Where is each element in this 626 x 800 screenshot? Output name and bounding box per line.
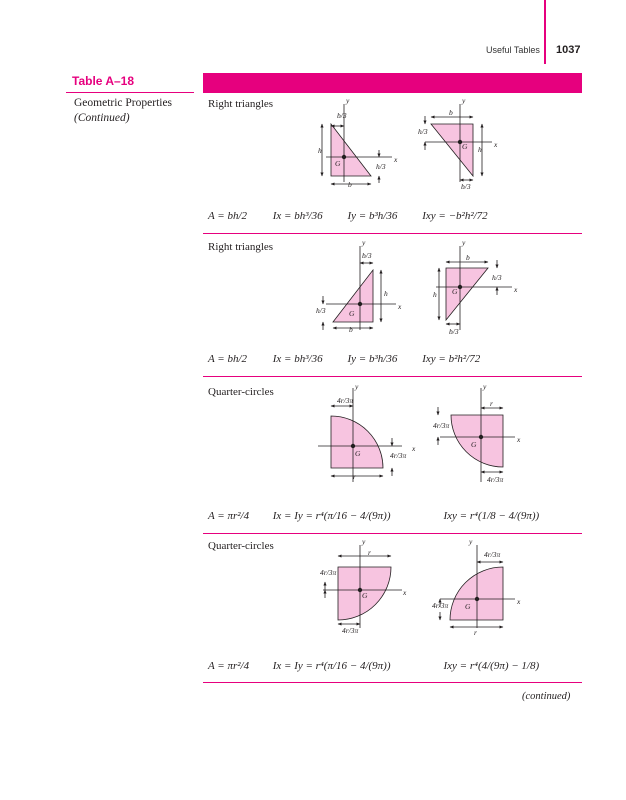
right-triangle-1 (322, 104, 392, 184)
quarter-circle-1 (318, 388, 402, 482)
b-label: b (349, 325, 353, 334)
centroid-label: G (335, 159, 341, 168)
radius-label: r (353, 472, 356, 481)
area-formula: A = πr²/4 (208, 660, 250, 672)
y-axis-label: y (362, 537, 366, 546)
area-formula: A = πr²/4 (208, 510, 250, 522)
ixy-formula: Ixy = r⁴(1/8 − 4/(9π)) (443, 510, 540, 522)
quarter-circle-3 (323, 545, 402, 628)
area-formula: A = bh/2 (208, 353, 247, 365)
centroid-label: G (349, 309, 355, 318)
centroid-offset-label: 4r/3π (390, 451, 407, 460)
right-triangle-2 (425, 104, 492, 182)
ixy-formula: Ixy = r⁴(4/(9π) − 1/8) (443, 660, 540, 672)
x-axis-label: x (394, 155, 398, 164)
centroid-offset-label: 4r/3π (432, 601, 449, 610)
radius-label: r (474, 628, 477, 637)
ixy-formula: Ixy = b²h²/72 (422, 353, 481, 365)
y-axis-label: y (462, 238, 466, 247)
centroid-label: G (362, 591, 368, 600)
centroid-label: G (465, 602, 471, 611)
h-label: h (478, 145, 482, 154)
b-label: b (466, 253, 470, 262)
page-number: 1037 (556, 44, 581, 56)
formula-row (208, 510, 582, 522)
h-third-label: h/3 (418, 127, 428, 136)
b-third-label: b/3 (362, 251, 372, 260)
h-third-label: h/3 (316, 306, 326, 315)
x-axis-label: x (517, 597, 521, 606)
ix-formula: Ix = bh³/36 (272, 353, 323, 365)
iy-formula: Iy = b³h/36 (347, 210, 398, 222)
iy-formula: Iy = b³h/36 (347, 353, 398, 365)
section-title: Right triangles (208, 98, 274, 110)
formula-row (208, 660, 582, 672)
right-triangle-3 (323, 246, 396, 330)
centroid-offset-label: 4r/3π (487, 475, 504, 484)
caption-title: Geometric Properties (74, 97, 173, 109)
centroid-label: G (355, 449, 361, 458)
x-axis-label: x (398, 302, 402, 311)
radius-label: r (490, 399, 493, 408)
x-axis-label: x (514, 285, 518, 294)
radius-label: r (368, 548, 371, 557)
quarter-circle-4 (440, 545, 515, 628)
y-axis-label: y (483, 382, 487, 391)
x-axis-label: x (412, 444, 416, 453)
h-label: h (433, 290, 437, 299)
section-title: Quarter-circles (208, 540, 274, 552)
ix-formula: Ix = bh³/36 (272, 210, 323, 222)
centroid-label: G (471, 440, 477, 449)
area-formula: A = bh/2 (208, 210, 247, 222)
y-axis-label: y (362, 238, 366, 247)
x-axis-label: x (517, 435, 521, 444)
x-axis-label: x (403, 588, 407, 597)
y-axis-label: y (355, 382, 359, 391)
h-label: h (318, 146, 322, 155)
right-triangle-4 (436, 246, 512, 330)
caption-continued: (Continued) (74, 112, 130, 124)
formula-row (208, 210, 582, 222)
y-axis-label: y (469, 537, 473, 546)
b-third-label: b/3 (449, 327, 459, 336)
section-title: Quarter-circles (208, 386, 274, 398)
ixy-formula: Ixy = −b²h²/72 (422, 210, 488, 222)
centroid-label: G (452, 287, 458, 296)
running-title: Useful Tables (486, 45, 540, 55)
quarter-circle-2 (438, 388, 515, 482)
b-third-label: b/3 (461, 182, 471, 191)
centroid-offset-label: 4r/3π (342, 626, 359, 635)
section-title: Right triangles (208, 241, 274, 253)
h-third-label: h/3 (492, 273, 502, 282)
table-label: Table A–18 (72, 74, 135, 88)
centroid-offset-label: 4r/3π (433, 421, 450, 430)
x-axis-label: x (494, 140, 498, 149)
centroid-offset-label: 4r/3π (320, 568, 337, 577)
centroid-offset-label: 4r/3π (484, 550, 501, 559)
b-label: b (449, 108, 453, 117)
h-label: h (384, 289, 388, 298)
y-axis-label: y (462, 96, 466, 105)
h-third-label: h/3 (376, 162, 386, 171)
b-third-label: b/3 (337, 111, 347, 120)
ix-iy-formula: Ix = Iy = r⁴(π/16 − 4/(9π)) (272, 510, 391, 522)
ix-iy-formula: Ix = Iy = r⁴(π/16 − 4/(9π)) (272, 660, 391, 672)
centroid-offset-label: 4r/3π (337, 396, 354, 405)
centroid-label: G (462, 142, 468, 151)
b-label: b (348, 180, 352, 189)
formula-row (208, 353, 582, 365)
continued-note: (continued) (522, 691, 571, 702)
y-axis-label: y (346, 96, 350, 105)
